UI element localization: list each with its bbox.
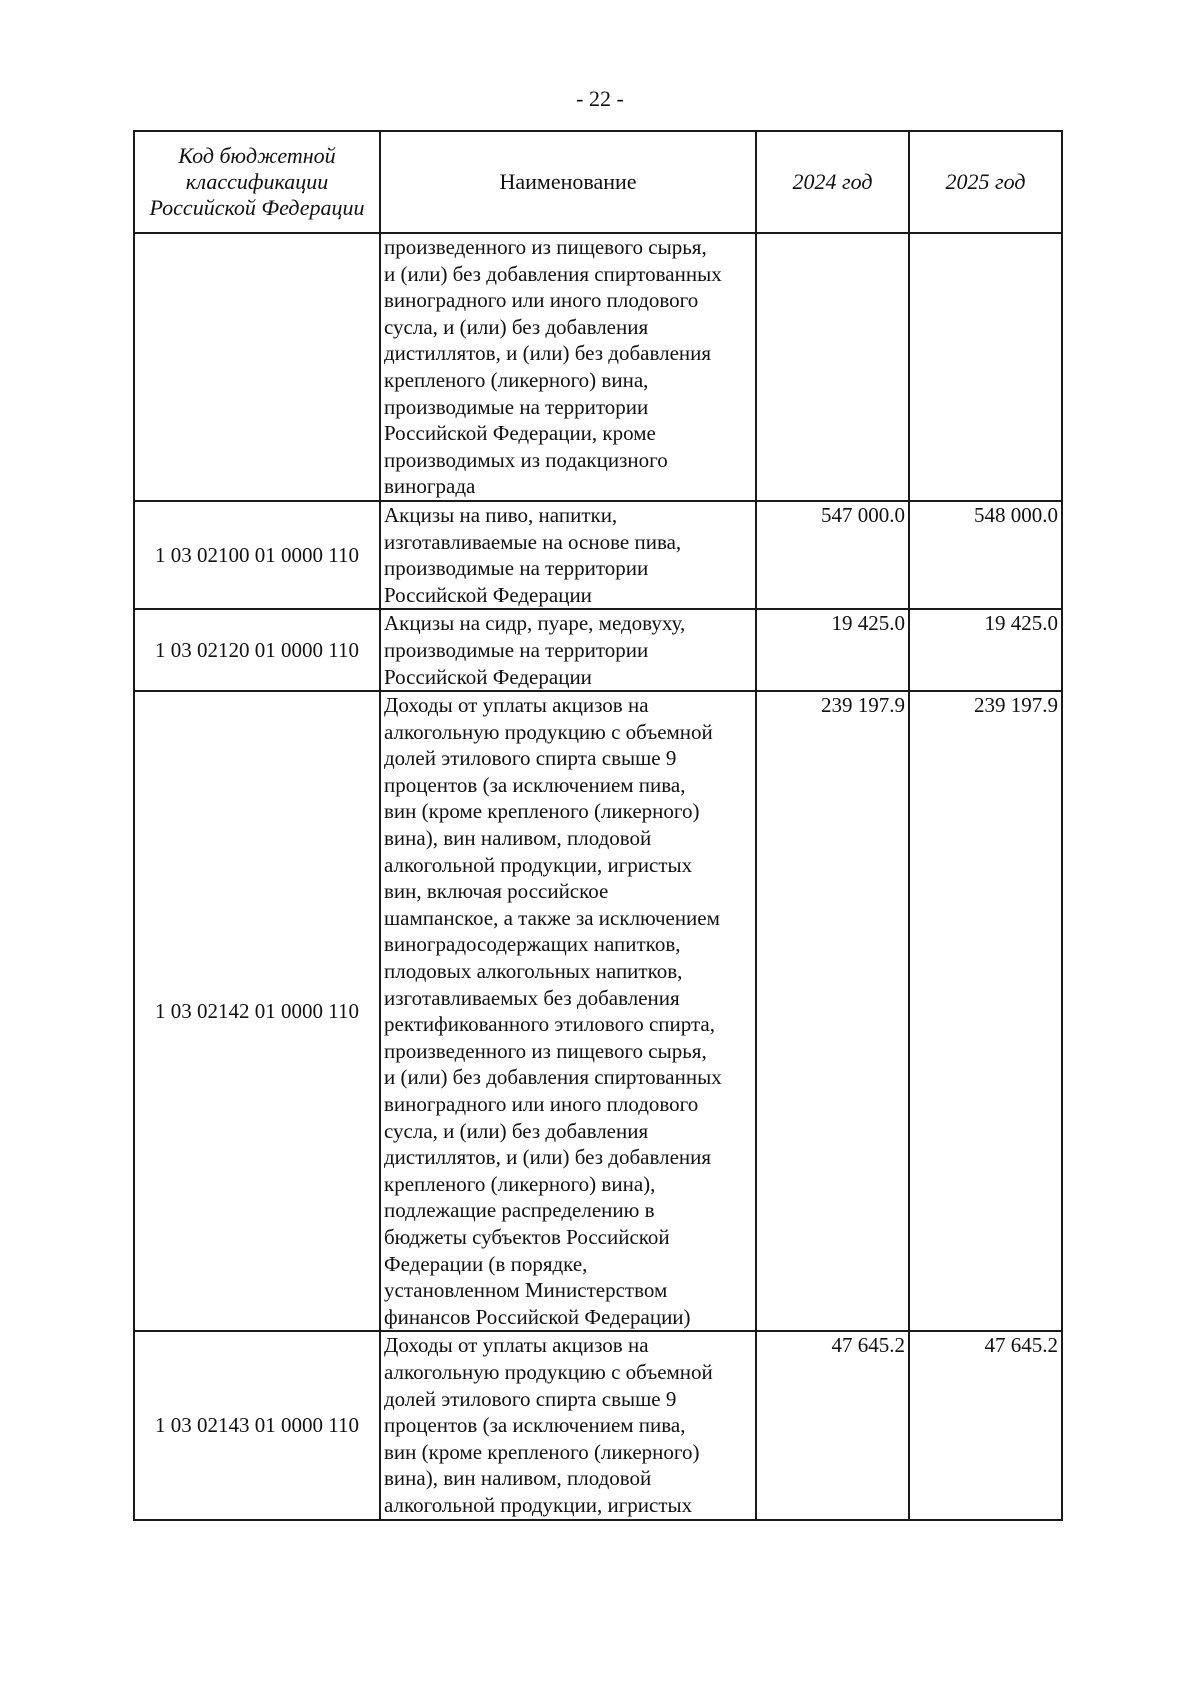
row-name-line: и (или) без добавления спиртованных xyxy=(384,261,722,286)
row-name-line: изготавливаемые на основе пива, xyxy=(384,529,682,554)
row-name-line: долей этилового спирта свыше 9 xyxy=(384,746,677,771)
row-name-line: установленном Министерством xyxy=(384,1278,668,1303)
row-value-2024: 239 197.9 xyxy=(756,691,909,1331)
row-name xyxy=(380,233,756,501)
row-name-line: виноградного или иного плодового xyxy=(384,288,699,313)
row-name-line: Российской Федерации xyxy=(384,664,592,689)
table-body xyxy=(134,233,1062,1520)
row-name-line: производимые на территории xyxy=(384,394,649,419)
table-row xyxy=(134,609,1062,691)
row-name xyxy=(380,1331,756,1519)
header-code xyxy=(134,131,380,233)
header-code-line: Российской Федерации xyxy=(149,195,365,220)
row-name-line: производимых из подакцизного xyxy=(384,447,668,472)
row-name-line: сусла, и (или) без добавления xyxy=(384,314,649,339)
row-name-line: подлежащие распределению в xyxy=(384,1198,655,1223)
row-name-line: вина), вин наливом, плодовой xyxy=(384,826,652,851)
row-value-2024 xyxy=(756,233,909,501)
row-name-line: сусла, и (или) без добавления xyxy=(384,1118,649,1143)
header-code-line: классификации xyxy=(185,169,329,194)
row-name-line: Акцизы на пиво, напитки, xyxy=(384,502,618,527)
header-year-2024: 2024 год xyxy=(756,131,909,233)
row-name-line: вин, включая российское xyxy=(384,879,609,904)
table-header-row xyxy=(134,131,1062,233)
row-name-line: производимые на территории xyxy=(384,556,649,581)
row-code xyxy=(134,233,380,501)
row-name-line: и (или) без добавления спиртованных xyxy=(384,1065,722,1090)
budget-table xyxy=(133,130,1063,1521)
row-name-line: вин (кроме крепленого (ликерного) xyxy=(384,799,700,824)
row-name-line: шампанское, а также за исключением xyxy=(384,905,720,930)
table-row xyxy=(134,1331,1062,1519)
row-name-line: алкогольную продукцию с объемной xyxy=(384,719,713,744)
row-value-2025: 239 197.9 xyxy=(909,691,1062,1331)
row-name-line: дистиллятов, и (или) без добавления xyxy=(384,1145,712,1170)
row-value-2025 xyxy=(909,233,1062,501)
row-name-line: Акцизы на сидр, пуаре, медовуху, xyxy=(384,611,686,636)
row-name-line: финансов Российской Федерации) xyxy=(384,1304,691,1329)
row-name-line: изготавливаемых без добавления xyxy=(384,985,680,1010)
row-name-line: крепленого (ликерного) вина, xyxy=(384,367,649,392)
row-name-line: Доходы от уплаты акцизов на xyxy=(384,693,649,718)
header-name: Наименование xyxy=(380,131,756,233)
row-name-line: алкогольной продукции, игристых xyxy=(384,1492,693,1517)
row-name-line: Федерации (в порядке, xyxy=(384,1251,588,1276)
row-value-2025: 47 645.2 xyxy=(909,1331,1062,1519)
page-number: - 22 - xyxy=(576,86,624,111)
row-name-line: вин (кроме крепленого (ликерного) xyxy=(384,1439,700,1464)
row-value-2024: 47 645.2 xyxy=(756,1331,909,1519)
row-name-line: процентов (за исключением пива, xyxy=(384,1413,686,1438)
table-row xyxy=(134,691,1062,1331)
row-name-line: ректификованного этилового спирта, xyxy=(384,1012,715,1037)
row-value-2024: 547 000.0 xyxy=(756,501,909,609)
row-name-line: алкогольную продукцию с объемной xyxy=(384,1359,713,1384)
row-name-line: произведенного из пищевого сырья, xyxy=(384,235,707,259)
table-row xyxy=(134,501,1062,609)
row-name-line: процентов (за исключением пива, xyxy=(384,772,686,797)
row-name xyxy=(380,691,756,1331)
row-code: 1 03 02143 01 0000 110 xyxy=(134,1331,380,1519)
table-row xyxy=(134,233,1062,501)
row-name-line: винограда xyxy=(384,474,476,499)
row-name xyxy=(380,501,756,609)
row-name-line: плодовых алкогольных напитков, xyxy=(384,959,683,984)
header-year-2025: 2025 год xyxy=(909,131,1062,233)
row-name-line: долей этилового спирта свыше 9 xyxy=(384,1386,677,1411)
row-name-line: произведенного из пищевого сырья, xyxy=(384,1038,707,1063)
row-name-line: крепленого (ликерного) вина), xyxy=(384,1171,656,1196)
row-name-line: дистиллятов, и (или) без добавления xyxy=(384,341,712,366)
row-name-line: алкогольной продукции, игристых xyxy=(384,852,693,877)
row-value-2024: 19 425.0 xyxy=(756,609,909,691)
row-code: 1 03 02100 01 0000 110 xyxy=(134,501,380,609)
row-name-line: вина), вин наливом, плодовой xyxy=(384,1466,652,1491)
row-code: 1 03 02120 01 0000 110 xyxy=(134,609,380,691)
row-name-line: виноградного или иного плодового xyxy=(384,1092,699,1116)
row-name-line: Доходы от уплаты акцизов на xyxy=(384,1333,649,1358)
header-code-line: Код бюджетной xyxy=(178,143,336,168)
row-name-line: Российской Федерации, кроме xyxy=(384,421,656,446)
row-name xyxy=(380,609,756,691)
row-code: 1 03 02142 01 0000 110 xyxy=(134,691,380,1331)
row-name-line: производимые на территории xyxy=(384,637,649,662)
row-value-2025: 548 000.0 xyxy=(909,501,1062,609)
row-value-2025: 19 425.0 xyxy=(909,609,1062,691)
row-name-line: Российской Федерации xyxy=(384,582,592,607)
row-name-line: бюджеты субъектов Российской xyxy=(384,1224,670,1249)
row-name-line: виноградосодержащих напитков, xyxy=(384,932,681,957)
